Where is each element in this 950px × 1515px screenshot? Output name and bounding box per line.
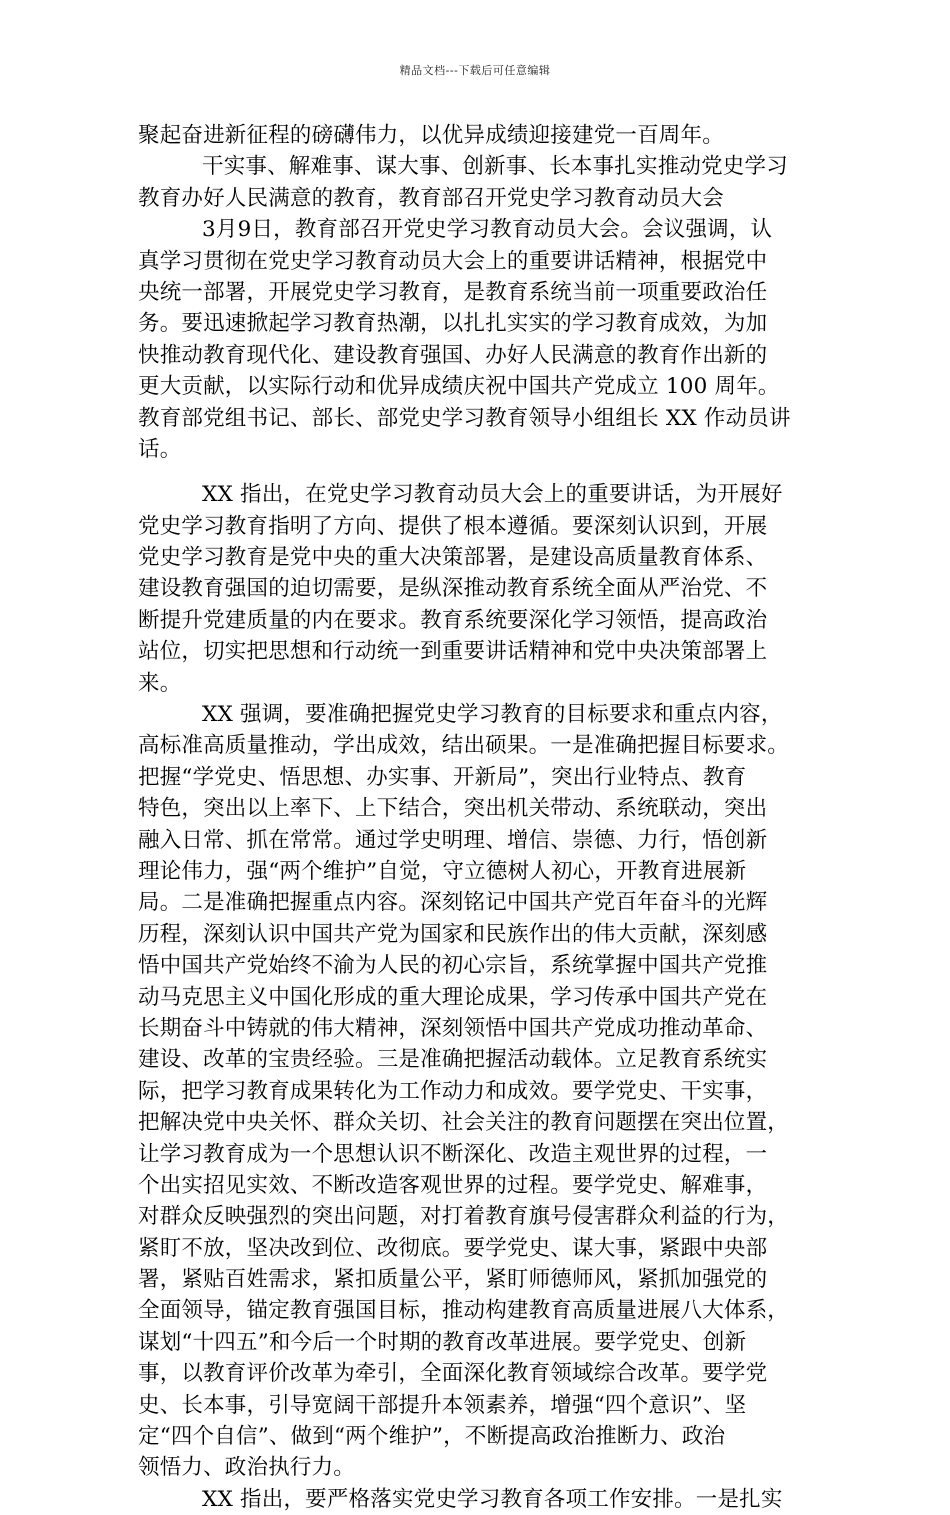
text-line: 融入日常、抓在常常。通过学史明理、增信、崇德、力行，悟创新 (138, 827, 768, 853)
text-line: 谋划“十四五”和今后一个时期的教育改革进展。要学党史、创新 (138, 1329, 747, 1355)
text-line: 3月9日，教育部召开党史学习教育动员大会。会议强调，认 (202, 217, 773, 243)
text-line: 际，把学习教育成果转化为工作动力和成效。要学党史、干实事， (138, 1078, 768, 1104)
text-line: XX 强调，要准确把握党史学习教育的目标要求和重点内容， (202, 702, 783, 728)
text-line: 来。 (138, 670, 182, 696)
text-line: 长期奋斗中铸就的伟大精神，深刻领悟中国共产党成功推动革命、 (138, 1015, 768, 1041)
text-line: 央统一部署，开展党史学习教育，是教育系统当前一项重要政治任 (138, 279, 768, 305)
text-line: 把握“学党史、悟思想、办实事、开新局”，突出行业特点、教育 (138, 764, 747, 790)
text-line: 紧盯不放，坚决改到位、改彻底。要学党史、谋大事，紧跟中央部 (138, 1235, 768, 1261)
paragraph (138, 479, 814, 699)
text-line: 领悟力、政治执行力。 (138, 1455, 356, 1481)
text-line: 悟中国共产党始终不渝为人民的初心宗旨，系统掌握中国共产党推 (138, 953, 768, 979)
text-line: 定“四个自信”、做到“两个维护”，不断提高政治推断力、政治 (138, 1424, 726, 1450)
text-line: 局。二是准确把握重点内容。深刻铭记中国共产党百年奋斗的光辉 (138, 890, 768, 916)
text-line: 动马克思主义中国化形成的重大理论成果，学习传承中国共产党在 (138, 984, 768, 1010)
text-line: 理论伟力，强“两个维护”自觉，守立德树人初心，开教育进展新 (138, 858, 747, 884)
text-line: 对群众反映强烈的突出问题，对打着教育旗号侵害群众利益的行为， (138, 1204, 790, 1230)
paragraph-title (138, 151, 814, 214)
text-line: 务。要迅速掀起学习教育热潮，以扎扎实实的学习教育成效，为加 (138, 311, 768, 337)
text-line: 聚起奋进新征程的磅礴伟力，以优异成绩迎接建党一百周年。 (138, 123, 724, 148)
text-line: 让学习教育成为一个思想认识不断深化、改造主观世界的过程，一 (138, 1141, 768, 1167)
text-line: 个出实招见实效、不断改造客观世界的过程。要学党史、解难事， (138, 1172, 768, 1198)
text-line: 高标准高质量推动，学出成效，结出硕果。一是准确把握目标要求。 (138, 733, 790, 759)
text-line: 把解决党中央关怀、群众关切、社会关注的教育问题摆在突出位置， (138, 1110, 790, 1136)
paragraph-gap (138, 465, 814, 479)
text-line: 干实事、解难事、谋大事、创新事、长本事扎实推动党史学习 (202, 154, 788, 180)
text-line: 署，紧贴百姓需求，紧扣质量公平，紧盯师德师风，紧抓加强党的 (138, 1267, 768, 1293)
text-line: XX 指出，在党史学习教育动员大会上的重要讲话，为开展好 (202, 482, 783, 508)
text-line: 建设教育强国的迫切需要，是纵深推动教育系统全面从严治党、不 (138, 576, 768, 602)
text-line: 教育办好人民满意的教育，教育部召开党史学习教育动员大会 (138, 185, 724, 211)
text-line: 断提升党建质量的内在要求。教育系统要深化学习领悟，提高政治 (138, 607, 768, 633)
text-line: 建设、改革的宝贵经验。三是准确把握活动载体。立足教育系统实 (138, 1047, 768, 1073)
text-line: 党史学习教育是党中央的重大决策部署，是建设高质量教育体系、 (138, 545, 768, 571)
text-line: 特色，突出以上率下、上下结合，突出机关带动、系统联动，突出 (138, 796, 768, 822)
text-line: 快推动教育现代化、建设教育强国、办好人民满意的教育作出新的 (138, 342, 768, 368)
paragraph (138, 699, 814, 1484)
text-line: 全面领导，锚定教育强国目标，推动构建教育高质量进展八大体系， (138, 1298, 790, 1324)
paragraph (138, 120, 814, 151)
text-line: XX 指出，要严格落实党史学习教育各项工作安排。一是扎实 (202, 1486, 783, 1512)
text-line: 史、长本事，引导宽阔干部提升本领素养，增强“四个意识”、坚 (138, 1392, 747, 1418)
text-line: 更大贡献，以实际行动和优异成绩庆祝中国共产党成立 100 周年。 (138, 374, 780, 400)
text-line: 教育部党组书记、部长、部党史学习教育领导小组组长 XX 作动员讲 (138, 405, 791, 431)
text-line: 历程，深刻认识中国共产党为国家和民族作出的伟大贡献，深刻感 (138, 921, 768, 947)
page-header: 精品文档---下载后可任意编辑 (399, 64, 551, 77)
document-body (138, 120, 814, 1515)
text-line: 真学习贯彻在党史学习教育动员大会上的重要讲话精神，根据党中 (138, 248, 768, 274)
text-line: 事，以教育评价改革为牵引，全面深化教育领域综合改革。要学党 (138, 1361, 768, 1387)
text-line: 党史学习教育指明了方向、提供了根本遵循。要深刻认识到，开展 (138, 513, 768, 539)
text-line: 站位，切实把思想和行动统一到重要讲话精神和党中央决策部署上 (138, 639, 768, 665)
paragraph (138, 214, 814, 465)
text-line: 话。 (138, 436, 182, 462)
paragraph (138, 1484, 814, 1515)
